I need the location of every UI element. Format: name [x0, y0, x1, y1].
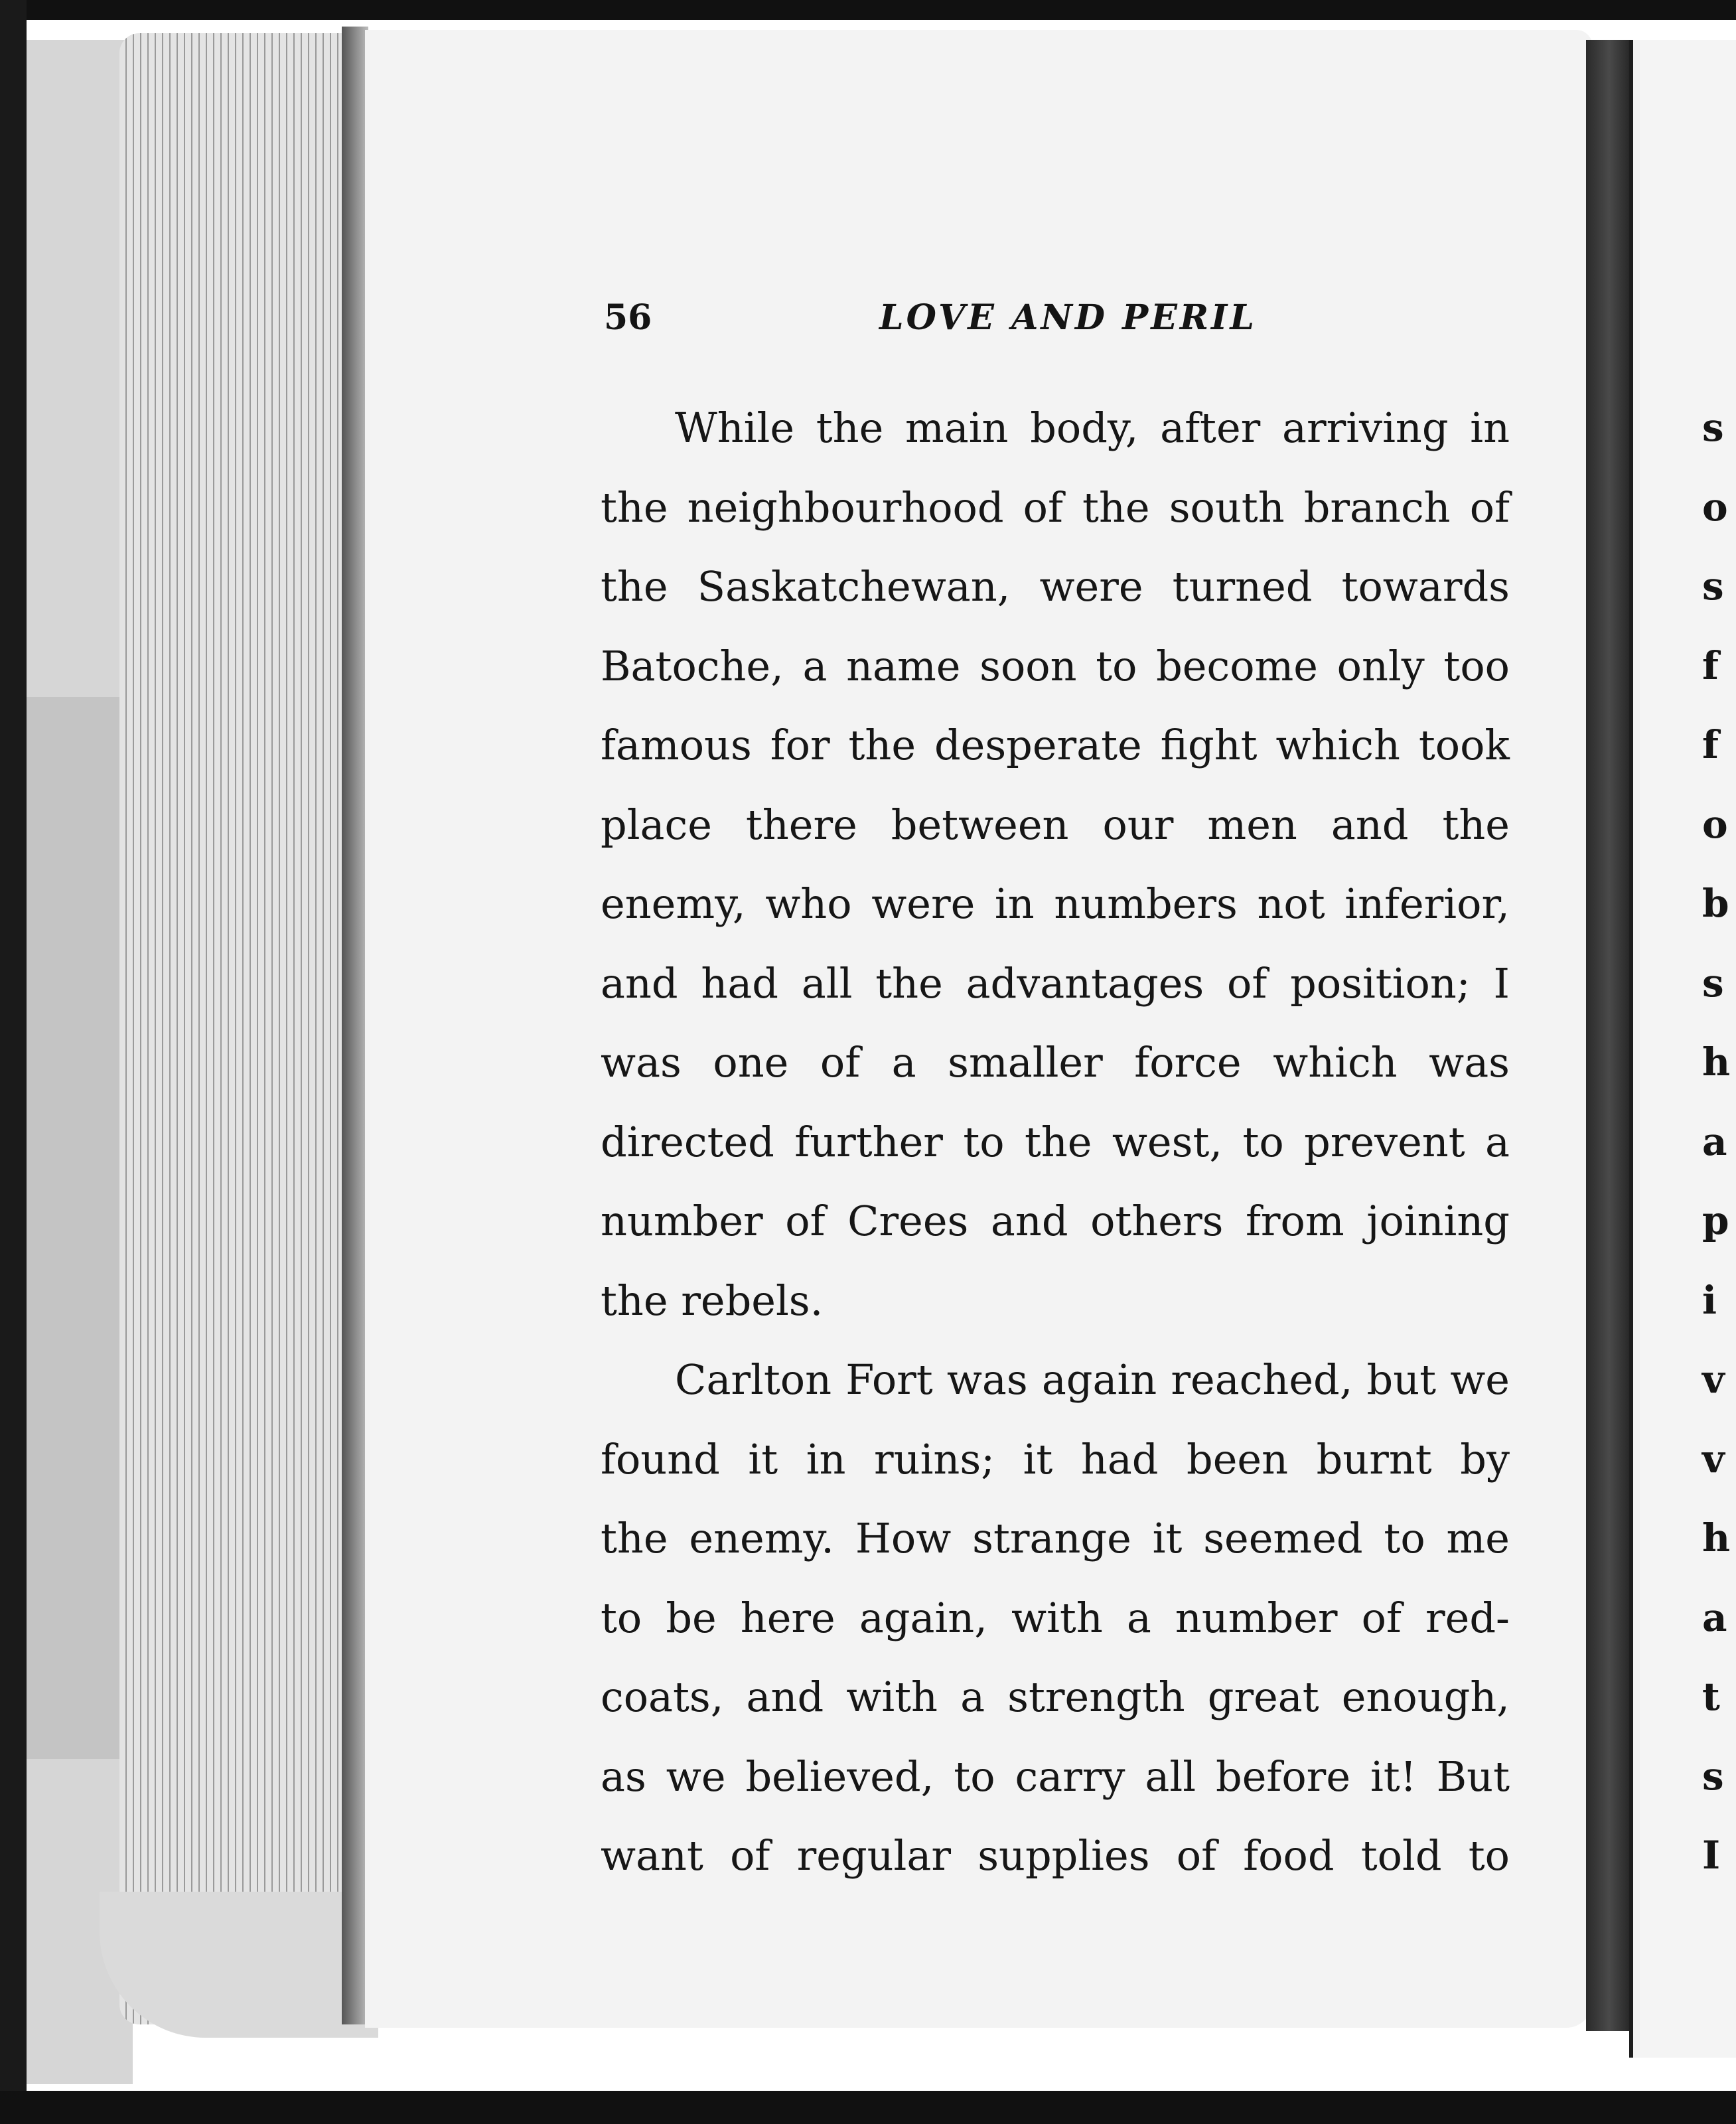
- page-stack-edges: [119, 33, 365, 2024]
- running-title: LOVE AND PERIL: [879, 297, 1257, 338]
- facing-letter: f: [1702, 722, 1719, 767]
- scan-left-border: [0, 0, 27, 2124]
- text-line: the rebels.: [601, 1276, 824, 1325]
- book-spine-shadow: [1586, 40, 1632, 2031]
- facing-letter: s: [1702, 960, 1724, 1006]
- text-line: want of regular supplies of food told to: [601, 1831, 1510, 1880]
- facing-letter: v: [1702, 1357, 1725, 1402]
- facing-letter: o: [1702, 801, 1728, 847]
- page-stack-curve: [100, 1892, 378, 2038]
- facing-letter: o: [1702, 484, 1728, 530]
- page-body: [601, 388, 1510, 1896]
- text-line: the Saskatchewan, were turned towards: [601, 562, 1510, 611]
- page-number: 56: [604, 297, 652, 338]
- text-line: place there between our men and the: [601, 800, 1510, 849]
- text-line: found it in ruins; it had been burnt by: [601, 1434, 1510, 1483]
- text-line: was one of a smaller force which was: [601, 1038, 1510, 1087]
- text-line: and had all the advantages of position; I: [601, 958, 1510, 1008]
- book-cover-inner-edge: [27, 697, 133, 1759]
- paragraph-2: [601, 1340, 1510, 1896]
- facing-letter: v: [1702, 1436, 1725, 1481]
- facing-letter: a: [1702, 1594, 1727, 1640]
- text-line: the neighbourhood of the south branch of: [601, 483, 1510, 532]
- facing-letter: t: [1702, 1674, 1720, 1719]
- text-line: as we believed, to carry all before it! But: [601, 1752, 1510, 1801]
- facing-letter: I: [1702, 1833, 1721, 1878]
- text-line: enemy, who were in numbers not inferior,: [601, 879, 1510, 928]
- facing-letter: s: [1702, 405, 1724, 450]
- text-line: famous for the desperate fight which took: [601, 721, 1510, 769]
- facing-letter: s: [1702, 1753, 1724, 1799]
- facing-page-text-edge: [1702, 388, 1736, 1896]
- text-line: Carlton Fort was again reached, but we: [675, 1355, 1510, 1404]
- text-line: coats, and with a strength great enough,: [601, 1673, 1510, 1721]
- scan-top-border: [0, 0, 1736, 20]
- facing-letter: p: [1702, 1198, 1729, 1243]
- text-line: While the main body, after arriving in: [675, 404, 1510, 452]
- facing-letter: f: [1702, 643, 1719, 688]
- facing-letter: b: [1702, 881, 1729, 926]
- gutter-shadow: [342, 27, 368, 2024]
- text-line: number of Crees and others from joining: [601, 1197, 1510, 1245]
- page-header: [604, 297, 1513, 344]
- paragraph-1: [601, 388, 1510, 1340]
- facing-letter: i: [1702, 1277, 1717, 1323]
- text-line: directed further to the west, to prevent a: [601, 1117, 1510, 1166]
- text-line: to be here again, with a number of red-: [601, 1593, 1510, 1642]
- text-line: the enemy. How strange it seemed to me: [601, 1514, 1510, 1562]
- text-line: Batoche, a name soon to become only too: [601, 641, 1510, 690]
- scan-bottom-border: [0, 2091, 1736, 2124]
- facing-letter: h: [1702, 1515, 1731, 1560]
- facing-letter: s: [1702, 564, 1724, 609]
- facing-letter: a: [1702, 1118, 1727, 1164]
- facing-letter: h: [1702, 1039, 1731, 1085]
